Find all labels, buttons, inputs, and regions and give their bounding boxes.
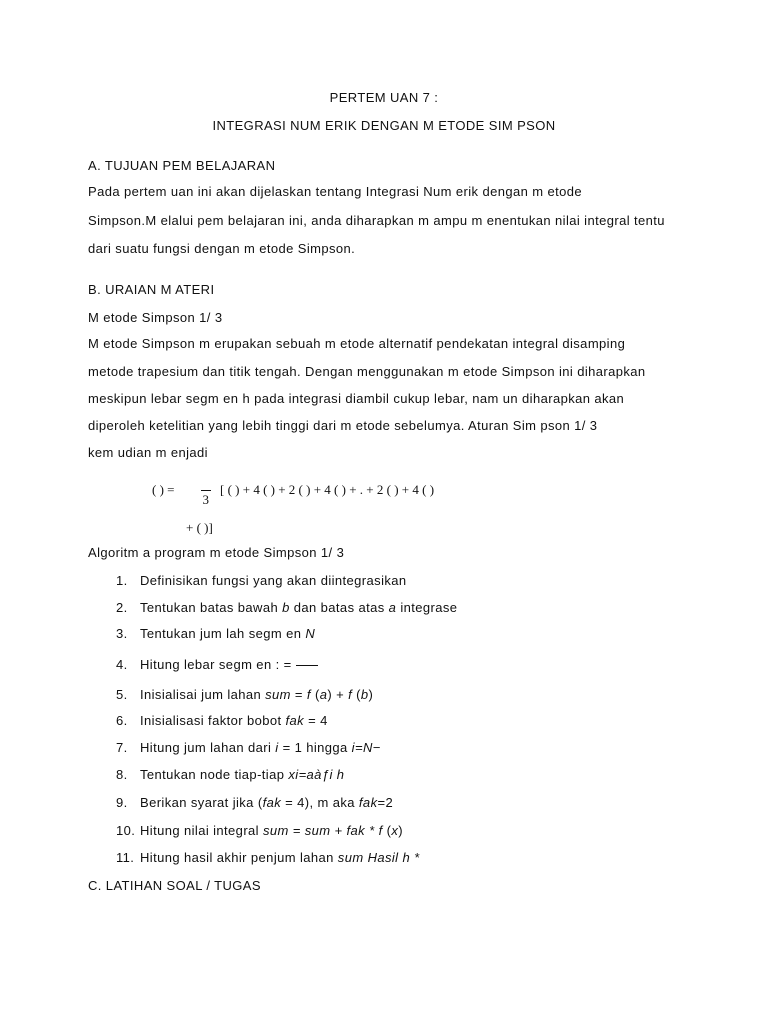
list-item-text: ( bbox=[382, 823, 392, 838]
list-item-text: integrase bbox=[396, 600, 458, 615]
formula-line-2: + ( )] bbox=[186, 520, 213, 535]
list-item-text: Hitung nilai integral bbox=[140, 823, 263, 838]
list-item-text: = 4 bbox=[304, 713, 328, 728]
list-item-text: Tentukan node tiap-tiap bbox=[140, 767, 289, 782]
list-item-text: Inisialisai jum lahan bbox=[140, 687, 266, 702]
list-item-number: 5. bbox=[116, 687, 128, 702]
list-item bbox=[116, 795, 393, 811]
list-item-variable: sum bbox=[265, 687, 291, 702]
section-a-line-2: Simpson.M elalui pem belajaran ini, anda diharapkan m ampu m enentukan nilai integral tentu bbox=[88, 213, 665, 228]
section-b-subheading: M etode Simpson 1/ 3 bbox=[88, 310, 223, 325]
list-item-text: = 4), m aka bbox=[281, 795, 359, 810]
list-item-number: 1. bbox=[116, 573, 128, 588]
list-item-text: Inisialisasi faktor bobot bbox=[140, 713, 286, 728]
list-item-variable: b bbox=[360, 687, 369, 702]
list-item bbox=[116, 713, 328, 729]
list-item-variable: a bbox=[319, 687, 328, 702]
list-item-text: ( bbox=[310, 687, 320, 702]
list-item-text: ) bbox=[368, 687, 374, 702]
list-item-variable: sum Hasil h * bbox=[337, 850, 420, 865]
list-item-variable: i=N− bbox=[351, 740, 381, 755]
section-b-heading: B. URAIAN M ATERI bbox=[88, 282, 215, 297]
list-item-variable: N bbox=[305, 626, 316, 641]
list-item-text: Hitung jum lahan dari bbox=[140, 740, 276, 755]
list-item-variable: x bbox=[391, 823, 399, 838]
list-item-variable: f bbox=[378, 823, 383, 838]
fraction-bar bbox=[201, 490, 211, 491]
section-b-line-5: kem udian m enjadi bbox=[88, 445, 208, 460]
list-item-variable: f bbox=[348, 687, 353, 702]
formula-left: ( ) = bbox=[152, 482, 175, 497]
section-b-line-2: metode trapesium dan titik tengah. Dengan menggunakan m etode Simpson ini diharapkan bbox=[88, 364, 646, 379]
list-item-variable: a bbox=[388, 600, 397, 615]
list-item-number: 2. bbox=[116, 600, 128, 615]
list-item-text: = bbox=[290, 687, 307, 702]
algorithm-heading: Algoritm a program m etode Simpson 1/ 3 bbox=[88, 545, 345, 560]
list-item-variable: fak bbox=[262, 795, 282, 810]
list-item-variable: sum = sum + fak * bbox=[262, 823, 375, 838]
list-item-text: dan batas atas bbox=[289, 600, 389, 615]
section-b-line-3: meskipun lebar segm en h pada integrasi diambil cukup lebar, nam un diharapkan akan bbox=[88, 391, 625, 406]
list-item-number: 8. bbox=[116, 767, 128, 782]
formula-right: [ ( ) + 4 ( ) + 2 ( ) + 4 ( ) + . + 2 ( ) + 4 ( ) bbox=[220, 482, 435, 497]
section-a-heading: A. TUJUAN PEM BELAJARAN bbox=[88, 158, 276, 173]
list-item-variable: fak bbox=[358, 795, 378, 810]
list-item-number: 7. bbox=[116, 740, 128, 755]
list-item-text: = 1 hingga bbox=[278, 740, 352, 755]
list-item bbox=[116, 823, 403, 839]
page-subtitle: INTEGRASI NUM ERIK DENGAN M ETODE SIM PSON bbox=[212, 118, 556, 133]
list-item-text: Tentukan batas bawah bbox=[140, 600, 283, 615]
section-b-line-4: diperoleh ketelitian yang lebih tinggi dari m etode sebelumya. Aturan Sim pson 1/ 3 bbox=[88, 418, 598, 433]
list-item bbox=[116, 740, 381, 756]
list-item-variable: fak bbox=[285, 713, 305, 728]
list-item-number: 6. bbox=[116, 713, 128, 728]
section-b-line-1: M etode Simpson m erupakan sebuah m etode alternatif pendekatan integral disamping bbox=[88, 336, 626, 351]
list-item-variable: f bbox=[306, 687, 311, 702]
list-item bbox=[116, 657, 318, 673]
list-item-text: ) + bbox=[327, 687, 349, 702]
list-item-number: 11. bbox=[116, 850, 135, 865]
section-c-heading: C. LATIHAN SOAL / TUGAS bbox=[88, 878, 261, 893]
list-item bbox=[116, 767, 344, 783]
list-item-text: Tentukan jum lah segm en bbox=[140, 626, 306, 641]
list-item bbox=[116, 600, 457, 616]
formula-fraction-denominator: 3 bbox=[202, 492, 210, 507]
list-item-text: Hitung hasil akhir penjum lahan bbox=[140, 850, 338, 865]
list-item bbox=[116, 850, 420, 866]
list-item-text: Hitung lebar segm en : = bbox=[140, 657, 292, 672]
fraction-line bbox=[296, 665, 318, 666]
section-a-line-1: Pada pertem uan ini akan dijelaskan tentang Integrasi Num erik dengan m etode bbox=[88, 184, 583, 199]
list-item-text: Berikan syarat jika ( bbox=[140, 795, 263, 810]
list-item-text: ) bbox=[398, 823, 403, 838]
list-item-number: 10. bbox=[116, 823, 136, 838]
list-item bbox=[116, 626, 315, 642]
section-a-line-3: dari suatu fungsi dengan m etode Simpson. bbox=[88, 241, 356, 256]
list-item-number: 9. bbox=[116, 795, 128, 810]
list-item-variable: i bbox=[275, 740, 279, 755]
list-item-number: 3. bbox=[116, 626, 128, 641]
list-item-variable: b bbox=[282, 600, 290, 615]
list-item-text: =2 bbox=[377, 795, 394, 810]
page-title: PERTEM UAN 7 : bbox=[329, 90, 439, 105]
list-item-variable: xi=aàƒi h bbox=[288, 767, 345, 782]
list-item-text: Definisikan fungsi yang akan diintegrasikan bbox=[140, 573, 407, 588]
list-item bbox=[116, 687, 373, 703]
list-item-text: ( bbox=[352, 687, 361, 702]
list-item-number: 4. bbox=[116, 657, 128, 672]
list-item bbox=[116, 573, 407, 589]
